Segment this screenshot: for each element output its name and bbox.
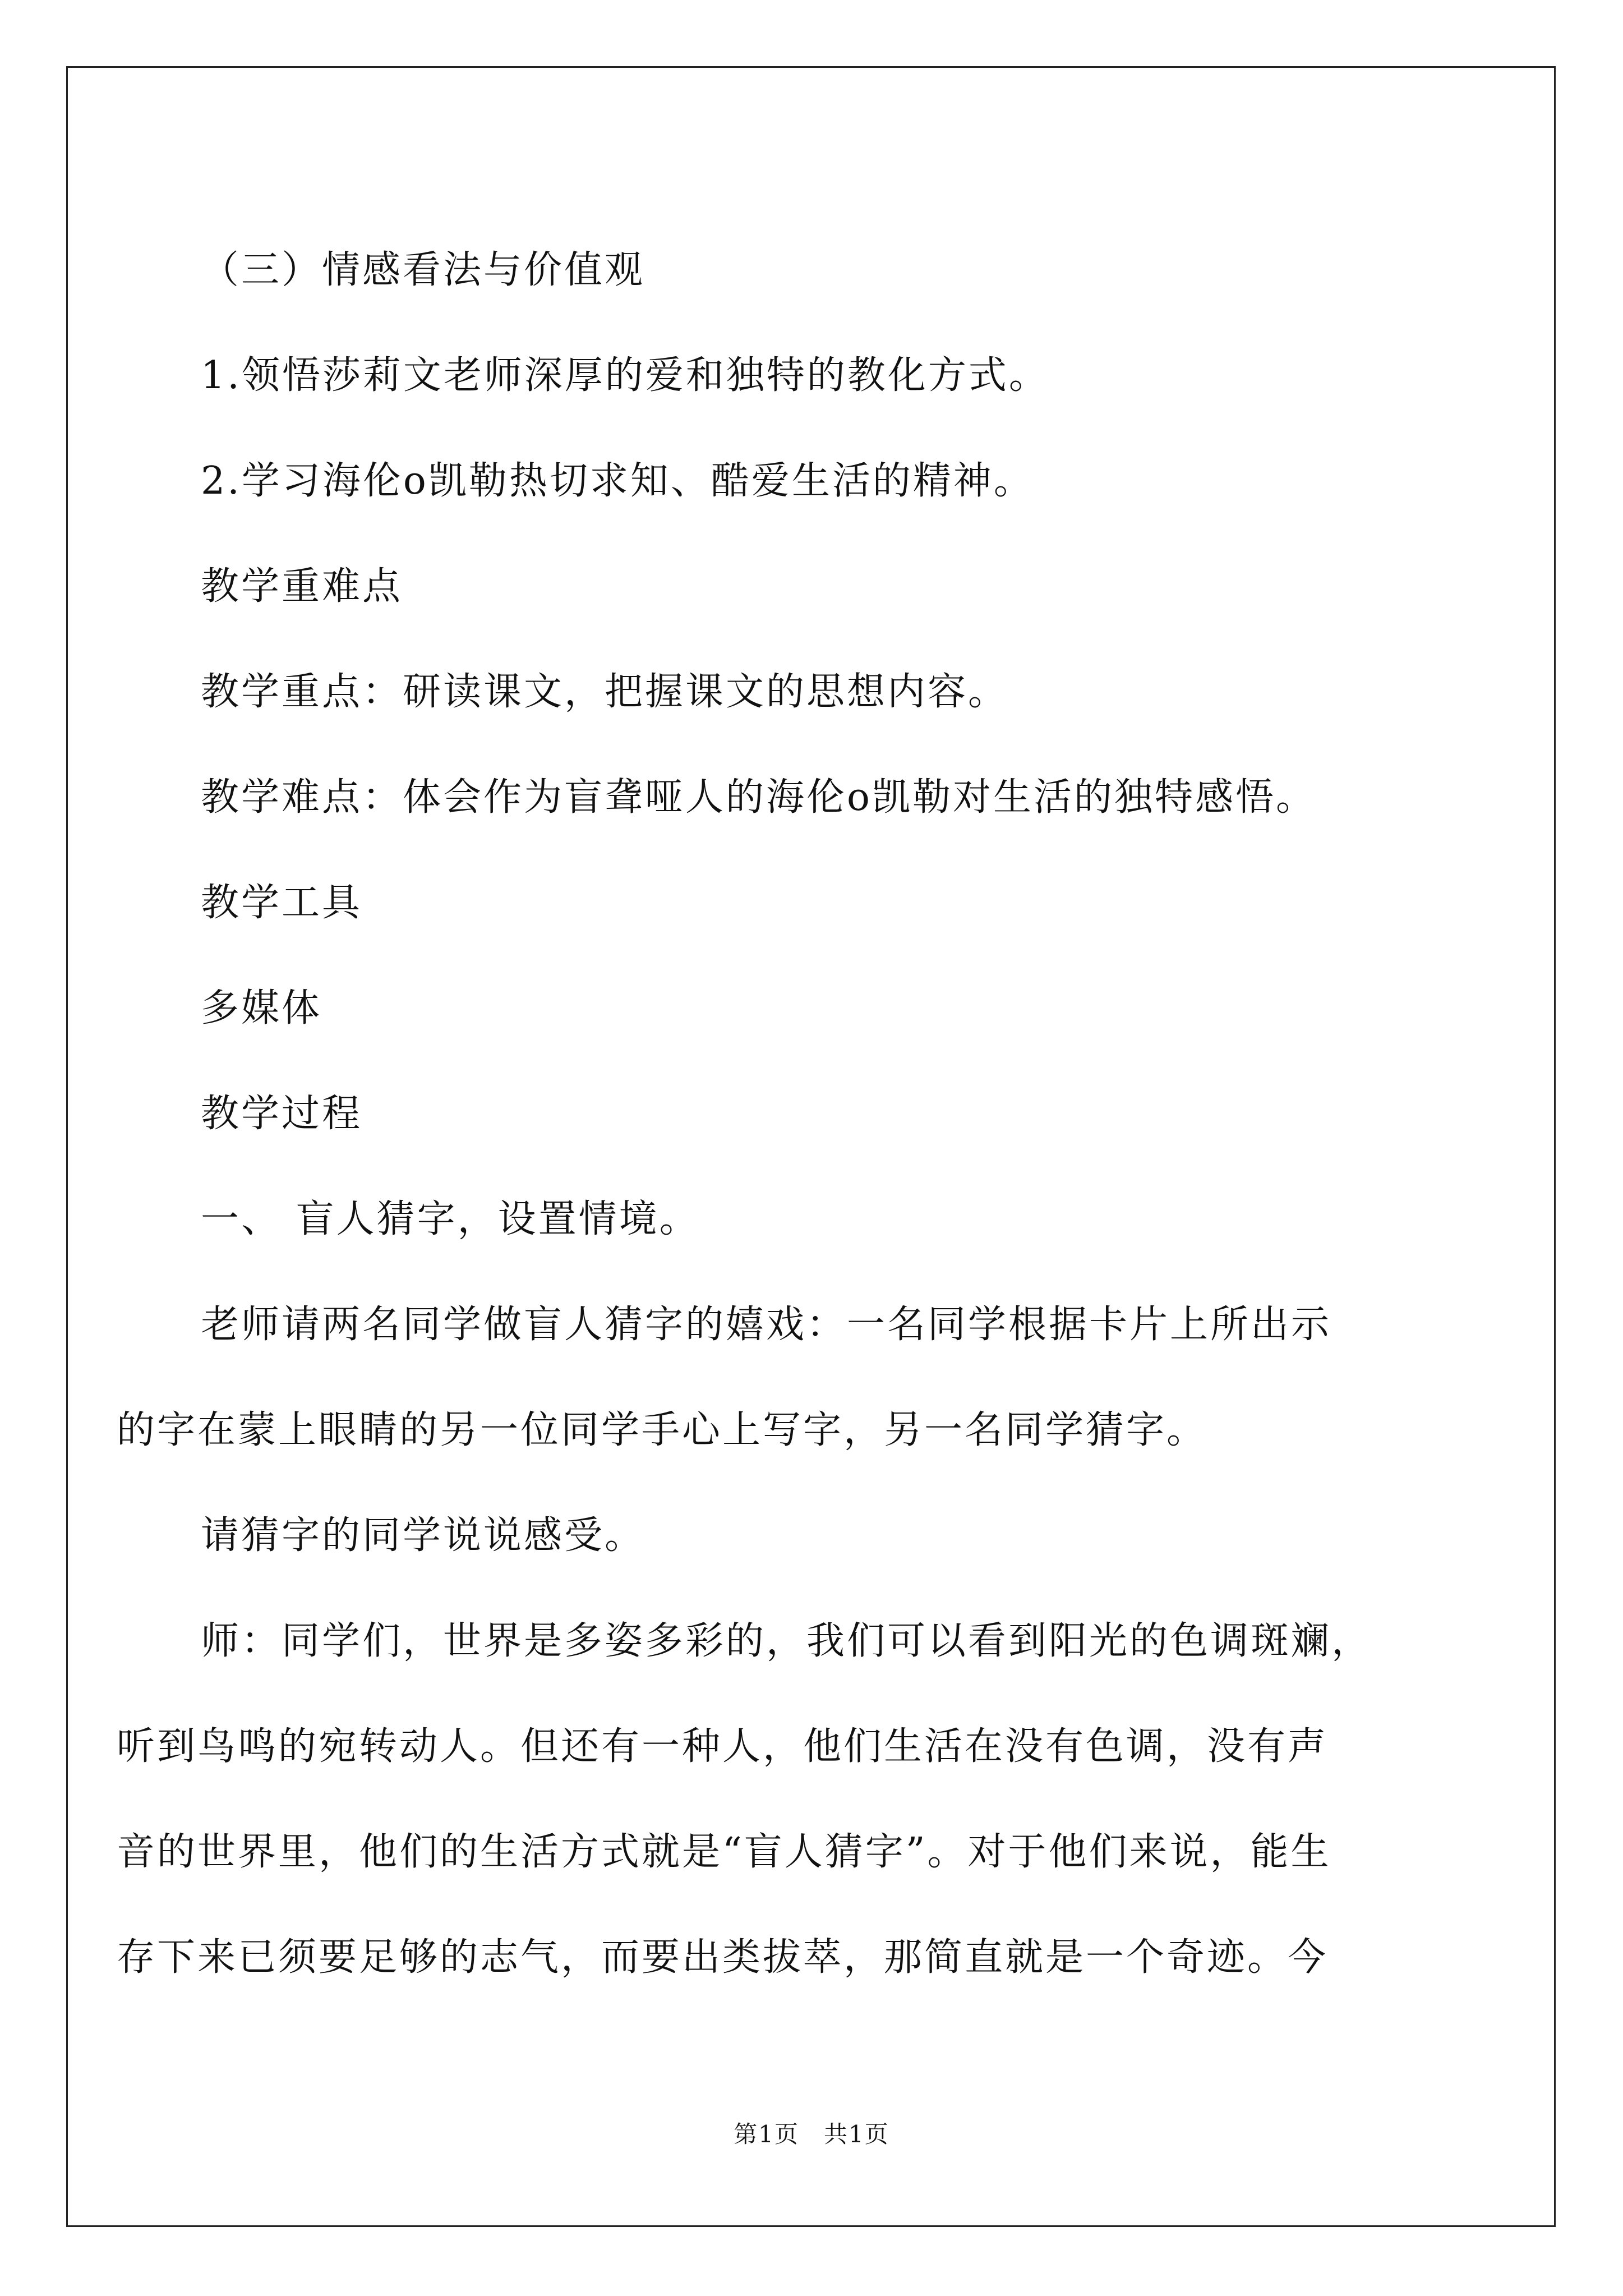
teaching-difficult-point: 教学难点：体会作为盲聋哑人的海伦o凯勒对生活的独特感悟。: [201, 775, 1316, 820]
heading-teaching-tools: 教学工具: [201, 881, 363, 925]
page-number-footer: 第1页 共1页: [734, 2120, 889, 2148]
document-body: [117, 218, 1468, 2010]
teaching-key-point: 教学重点：研读课文，把握课文的思想内容。: [201, 670, 1009, 714]
paragraph-line: 听到鸟鸣的宛转动人。但还有一种人，他们生活在没有色调，没有声: [117, 1724, 1329, 1769]
heading-key-difficult-points: 教学重难点: [201, 564, 403, 609]
paragraph-line: 老师请两名同学做盲人猜字的嬉戏：一名同学根据卡片上所出示: [201, 1303, 1332, 1347]
process-step-1: 一、 盲人猜字，设置情境。: [201, 1197, 700, 1241]
objective-item-2: 2.学习海伦o凯勒热切求知、酷爱生活的精神。: [201, 459, 1034, 503]
paragraph-line: 请猜字的同学说说感受。: [201, 1513, 645, 1558]
teaching-tools-value: 多媒体: [201, 986, 322, 1030]
objective-item-1: 1.领悟莎莉文老师深厚的爱和独特的教化方式。: [201, 353, 1049, 398]
heading-teaching-process: 教学过程: [201, 1092, 363, 1136]
paragraph-line: 的字在蒙上眼睛的另一位同学手心上写字，另一名同学猜字。: [117, 1408, 1207, 1452]
paragraph-line: 音的世界里，他们的生活方式就是“盲人猜字”。对于他们来说，能生: [117, 1830, 1331, 1874]
paragraph-line: 存下来已须要足够的志气，而要出类拔萃，那简直就是一个奇迹。今: [117, 1935, 1329, 1980]
section-heading-emotion-values: （三）情感看法与价值观: [201, 248, 645, 292]
paragraph-line: 师：同学们，世界是多姿多彩的，我们可以看到阳光的色调斑斓，: [201, 1619, 1372, 1663]
